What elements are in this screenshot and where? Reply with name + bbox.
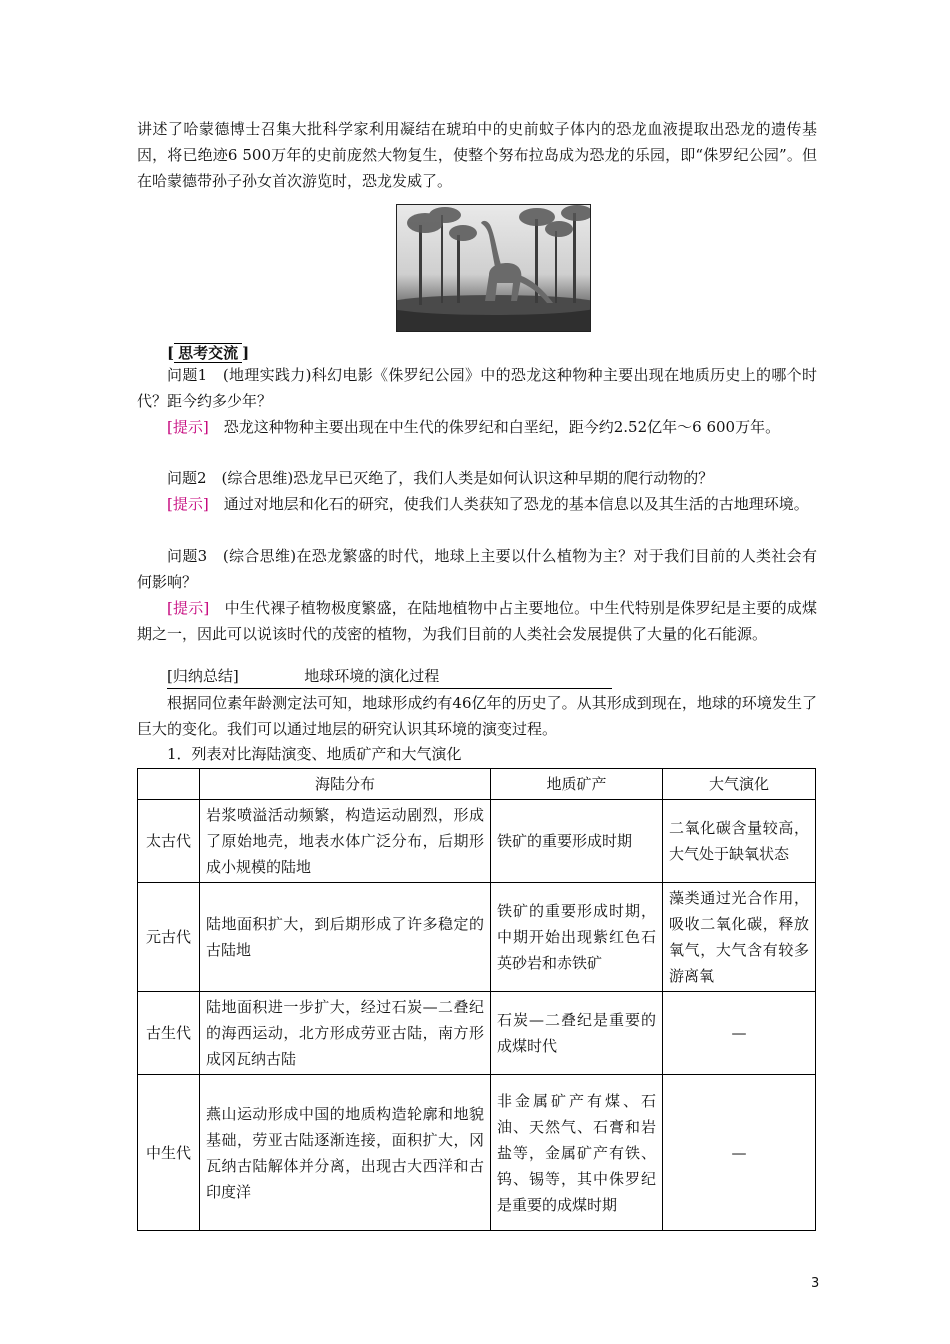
table-row (138, 800, 816, 883)
land-sea-cell: 陆地面积进一步扩大，经过石炭—二叠纪的海西运动，北方形成劳亚古陆，南方形成冈瓦纳古陆 (200, 992, 491, 1075)
era-cell: 古生代 (138, 992, 200, 1075)
page-number: 3 (811, 1276, 820, 1291)
section-tag-think-exchange: [ 思考交流 ] (167, 344, 250, 362)
table-row (138, 992, 816, 1075)
land-sea-cell: 燕山运动形成中国的地质构造轮廓和地貌基础，劳亚古陆逐渐连接，面积扩大，冈瓦纳古陆解体并分离，出现古大西洋和古印度洋 (200, 1075, 491, 1231)
atmosphere-cell: 藻类通过光合作用，吸收二氧化碳，释放氧气，大气含有较多游离氧 (663, 883, 816, 992)
answer-1: [提示] 恐龙这种物种主要出现在中生代的侏罗纪和白垩纪，距今约2.52亿年～6 600万年。 (167, 418, 781, 436)
era-cell: 太古代 (138, 800, 200, 883)
table-header (138, 769, 200, 800)
question-2: 问题2 (综合思维)恐龙早已灭绝了，我们人类是如何认识这种早期的爬行动物的？ (167, 469, 714, 487)
answer-2: [提示] 通过对地层和化石的研究，使我们人类获知了恐龙的基本信息以及其生活的古地理环境。 (167, 495, 809, 513)
minerals-cell: 铁矿的重要形成时期 (491, 800, 663, 883)
hint-label: [提示] (167, 599, 210, 617)
dinosaur-illustration (397, 205, 590, 331)
atmosphere-cell: — (663, 992, 816, 1075)
dinosaur-photo (396, 204, 591, 332)
question-1: 问题1 (地理实践力)科幻电影《侏罗纪公园》中的恐龙这种物种主要出现在地质历史上的哪个时代？距今约多少年？ (137, 366, 817, 410)
minerals-cell: 非金属矿产有煤、石油、天然气、石膏和岩盐等，金属矿产有铁、钨、锡等，其中侏罗纪是重要的成煤时期 (491, 1075, 663, 1231)
table-header: 地质矿产 (491, 769, 663, 800)
table-row (138, 883, 816, 992)
land-sea-cell: 岩浆喷溢活动频繁，构造运动剧烈，形成了原始地壳，地表水体广泛分布，后期形成小规模的陆地 (200, 800, 491, 883)
era-cell: 中生代 (138, 1075, 200, 1231)
intro-paragraph: 讲述了哈蒙德博士召集大批科学家利用凝结在琥珀中的史前蚊子体内的恐龙血液提取出恐龙的遗传基因，将已绝迹6 500万年的史前庞然大物复生，使整个努布拉岛成为恐龙的乐园，即“侏罗纪公园”。但在哈蒙德带孙子孙女首次游览时，恐龙发威了。 (137, 120, 817, 190)
summary-label: [归纳总结] (167, 667, 239, 685)
atmosphere-cell: — (663, 1075, 816, 1231)
table-header-row (138, 769, 816, 800)
table-row (138, 1075, 816, 1231)
summary-title: 地球环境的演化过程 (304, 667, 440, 685)
hint-label: [提示] (167, 418, 209, 436)
atmosphere-cell: 二氧化碳含量较高，大气处于缺氧状态 (663, 800, 816, 883)
land-sea-cell: 陆地面积扩大，到后期形成了许多稳定的古陆地 (200, 883, 491, 992)
question-3: 问题3 (综合思维)在恐龙繁盛的时代，地球上主要以什么植物为主？对于我们目前的人类社会有何影响？ (137, 547, 817, 591)
summary-paragraph: 根据同位素年龄测定法可知，地球形成约有46亿年的历史了。从其形成到现在，地球的环境发生了巨大的变化。我们可以通过地层的研究认识其环境的演变过程。 (137, 694, 817, 738)
answer-3: [提示] 中生代裸子植物极度繁盛，在陆地植物中占主要地位。中生代特别是侏罗纪是主要的成煤期之一，因此可以说该时代的茂密的植物，为我们目前的人类社会发展提供了大量的化石能源。 (137, 599, 817, 643)
table-header: 大气演化 (663, 769, 816, 800)
minerals-cell: 铁矿的重要形成时期，中期开始出现紫红色石英砂岩和赤铁矿 (491, 883, 663, 992)
era-cell: 元古代 (138, 883, 200, 992)
list-item-1: 1．列表对比海陆演变、地质矿产和大气演化 (167, 745, 462, 763)
summary-heading (167, 664, 612, 689)
hint-label: [提示] (167, 495, 209, 513)
table-header: 海陆分布 (200, 769, 491, 800)
earth-evolution-table (137, 768, 816, 1231)
minerals-cell: 石炭—二叠纪是重要的成煤时代 (491, 992, 663, 1075)
